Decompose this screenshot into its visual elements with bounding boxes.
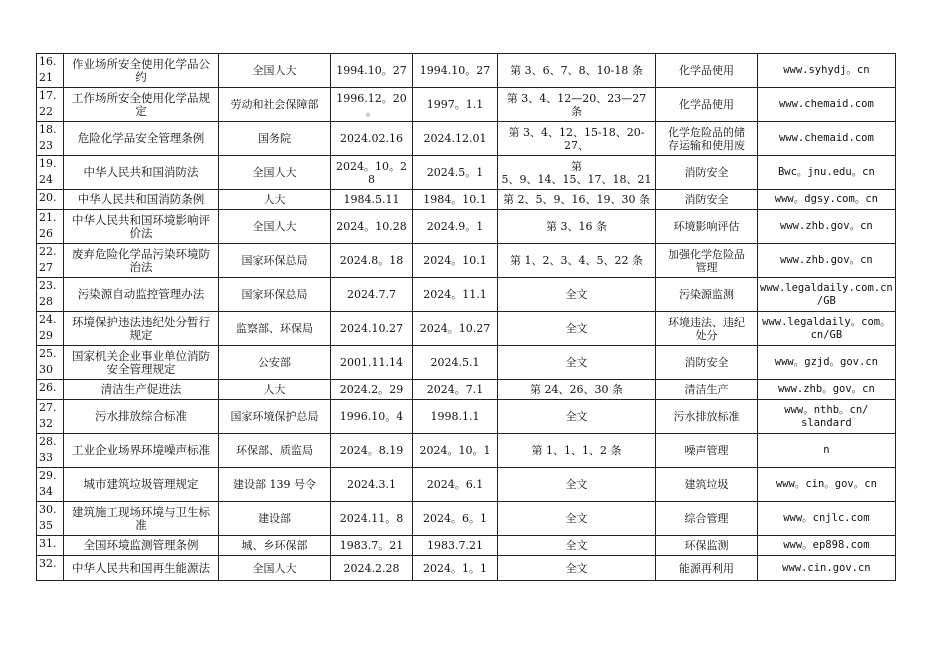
cell-issuer: 全国人大 — [219, 54, 331, 88]
cell-eff: 1983.7.21 — [413, 536, 498, 556]
cell-articles: 全文 — [498, 400, 656, 434]
cell-name: 污染源自动监控管理办法 — [64, 278, 219, 312]
cell-num: 29. 34 — [37, 468, 64, 502]
cell-name: 中华人民共和国消防法 — [64, 156, 219, 190]
cell-issuer: 国家环保总局 — [219, 278, 331, 312]
cell-issuer: 公安部 — [219, 346, 331, 380]
cell-site: Bwc。jnu.edu。cn — [758, 156, 896, 190]
cell-site: www。cin。gov。cn — [758, 468, 896, 502]
table-row — [37, 244, 896, 278]
cell-pub: 2024.3.1 — [331, 468, 413, 502]
cell-scope: 化学品使用 — [656, 88, 758, 122]
cell-num: 23. 28 — [37, 278, 64, 312]
cell-issuer: 建设部 139 号令 — [219, 468, 331, 502]
cell-site: www.chemaid.com — [758, 88, 896, 122]
cell-issuer: 全国人大 — [219, 156, 331, 190]
cell-num: 24. 29 — [37, 312, 64, 346]
cell-pub: 2024.2.28 — [331, 556, 413, 581]
cell-name: 作业场所安全使用化学品公 约 — [64, 54, 219, 88]
cell-name: 工业企业场界环境噪声标准 — [64, 434, 219, 468]
cell-eff: 1994.10。27 — [413, 54, 498, 88]
cell-pub: 1983.7。21 — [331, 536, 413, 556]
cell-scope: 污染源监测 — [656, 278, 758, 312]
cell-name: 工作场所安全使用化学品规 定 — [64, 88, 219, 122]
cell-num: 26. — [37, 380, 64, 400]
cell-num: 19. 24 — [37, 156, 64, 190]
cell-eff: 2024。10。1 — [413, 434, 498, 468]
cell-pub: 1996.12。20 。 — [331, 88, 413, 122]
cell-issuer: 国家环保总局 — [219, 244, 331, 278]
cell-pub: 2024。8.19 — [331, 434, 413, 468]
cell-eff: 1997。1.1 — [413, 88, 498, 122]
table-row — [37, 88, 896, 122]
cell-site: www.legaldaily。com。 cn/GB — [758, 312, 896, 346]
cell-scope: 消防安全 — [656, 156, 758, 190]
cell-articles: 第 3、6、7、8、10-18 条 — [498, 54, 656, 88]
cell-eff: 2024。10.1 — [413, 244, 498, 278]
cell-pub: 2024。10.28 — [331, 210, 413, 244]
cell-eff: 2024.12.01 — [413, 122, 498, 156]
cell-articles: 第 1、2、3、4、5、22 条 — [498, 244, 656, 278]
cell-articles: 第 3、4、12、15-18、20- 27、 — [498, 122, 656, 156]
cell-site: www.syhydj。cn — [758, 54, 896, 88]
cell-site: www。nthb。cn/ slandard — [758, 400, 896, 434]
cell-articles: 全文 — [498, 346, 656, 380]
cell-num: 30. 35 — [37, 502, 64, 536]
regulations-table — [36, 53, 896, 581]
cell-articles: 全文 — [498, 556, 656, 581]
table-row — [37, 190, 896, 210]
cell-num: 16. 21 — [37, 54, 64, 88]
cell-articles: 第 2、5、9、16、19、30 条 — [498, 190, 656, 210]
cell-name: 国家机关企业事业单位消防 安全管理规定 — [64, 346, 219, 380]
cell-eff: 2024.5.1 — [413, 346, 498, 380]
cell-num: 20. — [37, 190, 64, 210]
cell-name: 全国环境监测管理条例 — [64, 536, 219, 556]
cell-issuer: 劳动和社会保障部 — [219, 88, 331, 122]
cell-eff: 2024。11.1 — [413, 278, 498, 312]
cell-num: 22. 27 — [37, 244, 64, 278]
cell-site: www。cnjlc.com — [758, 502, 896, 536]
cell-eff: 2024.5。1 — [413, 156, 498, 190]
cell-num: 32. — [37, 556, 64, 581]
cell-issuer: 建设部 — [219, 502, 331, 536]
cell-scope: 能源再利用 — [656, 556, 758, 581]
table-row — [37, 346, 896, 380]
cell-issuer: 全国人大 — [219, 556, 331, 581]
table-row — [37, 536, 896, 556]
cell-scope: 加强化学危险品 管理 — [656, 244, 758, 278]
cell-num: 31. — [37, 536, 64, 556]
cell-eff: 2024。7.1 — [413, 380, 498, 400]
cell-name: 危险化学品安全管理条例 — [64, 122, 219, 156]
cell-pub: 2024.2。29 — [331, 380, 413, 400]
cell-scope: 环境违法、违纪 处分 — [656, 312, 758, 346]
table-row — [37, 278, 896, 312]
cell-pub: 1994.10。27 — [331, 54, 413, 88]
cell-site: www.zhb.gov。cn — [758, 244, 896, 278]
cell-num: 28. 33 — [37, 434, 64, 468]
table-row — [37, 210, 896, 244]
cell-name: 中华人民共和国环境影响评 价法 — [64, 210, 219, 244]
cell-issuer: 人大 — [219, 380, 331, 400]
cell-eff: 1998.1.1 — [413, 400, 498, 434]
cell-eff: 2024。6.1 — [413, 468, 498, 502]
cell-name: 废弃危险化学品污染环境防 治法 — [64, 244, 219, 278]
cell-issuer: 监察部、环保局 — [219, 312, 331, 346]
table-row — [37, 502, 896, 536]
cell-articles: 第 3、4、12—20、23—27 条 — [498, 88, 656, 122]
cell-num: 25. 30 — [37, 346, 64, 380]
table-row — [37, 434, 896, 468]
cell-pub: 2024。10。2 8 — [331, 156, 413, 190]
cell-site: www.chemaid.com — [758, 122, 896, 156]
cell-eff: 1984。10.1 — [413, 190, 498, 210]
cell-scope: 消防安全 — [656, 190, 758, 210]
cell-eff: 2024。6。1 — [413, 502, 498, 536]
cell-articles: 第 24、26、30 条 — [498, 380, 656, 400]
cell-scope: 环保监测 — [656, 536, 758, 556]
cell-pub: 2024.7.7 — [331, 278, 413, 312]
cell-site: n — [758, 434, 896, 468]
cell-articles: 全文 — [498, 312, 656, 346]
cell-eff: 2024。10.27 — [413, 312, 498, 346]
cell-pub: 1996.10。4 — [331, 400, 413, 434]
cell-issuer: 国务院 — [219, 122, 331, 156]
cell-scope: 消防安全 — [656, 346, 758, 380]
cell-articles: 全文 — [498, 278, 656, 312]
cell-name: 中华人民共和国再生能源法 — [64, 556, 219, 581]
cell-num: 17. 22 — [37, 88, 64, 122]
cell-articles: 第 5、9、14、15、17、18、21 — [498, 156, 656, 190]
cell-site: www。ep898.com — [758, 536, 896, 556]
cell-num: 18. 23 — [37, 122, 64, 156]
cell-pub: 2024.11。8 — [331, 502, 413, 536]
cell-articles: 全文 — [498, 502, 656, 536]
table-row — [37, 556, 896, 581]
cell-issuer: 全国人大 — [219, 210, 331, 244]
cell-name: 环境保护违法违纪处分暂行 规定 — [64, 312, 219, 346]
table-row — [37, 54, 896, 88]
cell-scope: 化学危险品的储 存运输和使用废 — [656, 122, 758, 156]
cell-name: 中华人民共和国消防条例 — [64, 190, 219, 210]
cell-issuer: 国家环境保护总局 — [219, 400, 331, 434]
cell-pub: 2001.11.14 — [331, 346, 413, 380]
cell-num: 21. 26 — [37, 210, 64, 244]
table-row — [37, 312, 896, 346]
cell-name: 清洁生产促进法 — [64, 380, 219, 400]
cell-articles: 全文 — [498, 468, 656, 502]
cell-articles: 第 3、16 条 — [498, 210, 656, 244]
cell-scope: 清洁生产 — [656, 380, 758, 400]
cell-num: 27. 32 — [37, 400, 64, 434]
cell-scope: 建筑垃圾 — [656, 468, 758, 502]
cell-pub: 2024.10.27 — [331, 312, 413, 346]
cell-site: www。dgsy.com。cn — [758, 190, 896, 210]
cell-name: 城市建筑垃圾管理规定 — [64, 468, 219, 502]
cell-scope: 综合管理 — [656, 502, 758, 536]
cell-issuer: 城、乡环保部 — [219, 536, 331, 556]
cell-name: 污水排放综合标准 — [64, 400, 219, 434]
cell-pub: 1984.5.11 — [331, 190, 413, 210]
cell-site: www。gzjd。gov.cn — [758, 346, 896, 380]
cell-issuer: 人大 — [219, 190, 331, 210]
cell-scope: 污水排放标准 — [656, 400, 758, 434]
cell-pub: 2024.02.16 — [331, 122, 413, 156]
cell-site: www.legaldaily.com.cn /GB — [758, 278, 896, 312]
cell-eff: 2024.9。1 — [413, 210, 498, 244]
cell-issuer: 环保部、质监局 — [219, 434, 331, 468]
table-row — [37, 468, 896, 502]
cell-name: 建筑施工现场环境与卫生标 准 — [64, 502, 219, 536]
table-row — [37, 156, 896, 190]
cell-scope: 噪声管理 — [656, 434, 758, 468]
cell-pub: 2024.8。18 — [331, 244, 413, 278]
cell-site: www.zhb.gov。cn — [758, 210, 896, 244]
cell-articles: 第 1、1、1、2 条 — [498, 434, 656, 468]
cell-scope: 化学品使用 — [656, 54, 758, 88]
table-row — [37, 400, 896, 434]
table-row — [37, 380, 896, 400]
cell-scope: 环境影响评估 — [656, 210, 758, 244]
cell-site: www.zhb。gov。cn — [758, 380, 896, 400]
cell-site: www.cin.gov.cn — [758, 556, 896, 581]
cell-eff: 2024。1。1 — [413, 556, 498, 581]
cell-articles: 全文 — [498, 536, 656, 556]
table-row — [37, 122, 896, 156]
